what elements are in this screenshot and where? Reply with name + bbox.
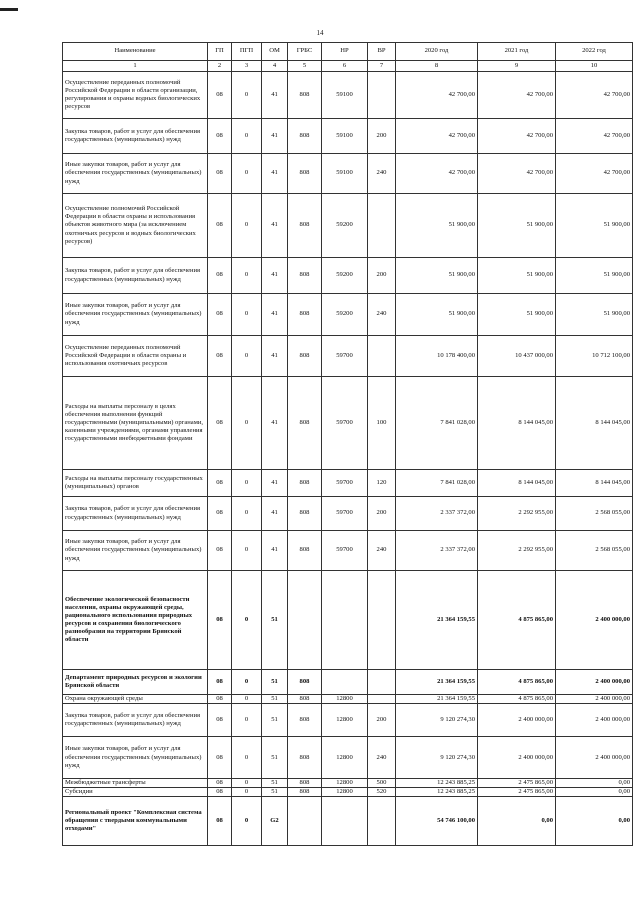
table-row: [63, 571, 633, 670]
cell-name: Межбюджетные трансферты: [63, 779, 208, 788]
cell-pgp: 0: [232, 788, 262, 797]
cell-2022: 2 400 000,00: [556, 737, 633, 779]
cell-name: Субсидии: [63, 788, 208, 797]
cell-pgp: 0: [232, 779, 262, 788]
cell-vr: 240: [368, 531, 396, 571]
col-number: 8: [396, 61, 478, 72]
cell-pgp: 0: [232, 336, 262, 377]
cell-gp: 08: [208, 119, 232, 154]
cell-name: Закупка товаров, работ и услуг для обеспечения государственных (муниципальных) нужд: [63, 119, 208, 154]
cell-2020: 9 120 274,30: [396, 737, 478, 779]
cell-name: Осуществление переданных полномочий Российской Федерации в области охраны и использования охотничьих ресурсов: [63, 336, 208, 377]
cell-name: Иные закупки товаров, работ и услуг для обеспечения государственных (муниципальных) нужд: [63, 154, 208, 194]
cell-2022: 8 144 045,00: [556, 377, 633, 470]
col-header-gp: ГП: [208, 43, 232, 61]
cell-2022: 51 900,00: [556, 294, 633, 336]
table-row: [63, 779, 633, 788]
col-number: 7: [368, 61, 396, 72]
col-header-om: ОМ: [262, 43, 288, 61]
cell-nr: 59200: [322, 194, 368, 258]
cell-gp: 08: [208, 695, 232, 704]
cell-2021: 8 144 045,00: [478, 377, 556, 470]
table-row: [63, 72, 633, 119]
cell-nr: 12800: [322, 737, 368, 779]
cell-nr: [322, 670, 368, 695]
cell-pgp: 0: [232, 119, 262, 154]
cell-2021: 10 437 000,00: [478, 336, 556, 377]
cell-2022: 0,00: [556, 779, 633, 788]
cell-vr: 100: [368, 377, 396, 470]
cell-vr: [368, 72, 396, 119]
cell-om: 51: [262, 571, 288, 670]
cell-nr: [322, 571, 368, 670]
cell-2022: 8 144 045,00: [556, 470, 633, 497]
cell-2022: 2 568 055,00: [556, 531, 633, 571]
cell-pgp: 0: [232, 470, 262, 497]
cell-gp: 08: [208, 72, 232, 119]
cell-pgp: 0: [232, 377, 262, 470]
cell-gp: 08: [208, 788, 232, 797]
table-row: [63, 695, 633, 704]
cell-2021: 51 900,00: [478, 194, 556, 258]
cell-nr: 59700: [322, 497, 368, 531]
cell-2021: 2 400 000,00: [478, 737, 556, 779]
cell-name: Обеспечение экологической безопасности населения, охраны окружающей среды, рационального использования природных ресурсов и сохранения биологического разнообразия на территории Брянской области: [63, 571, 208, 670]
table-row: [63, 294, 633, 336]
cell-om: 41: [262, 470, 288, 497]
table-row: [63, 788, 633, 797]
cell-pgp: 0: [232, 72, 262, 119]
cell-grbs: 808: [288, 704, 322, 737]
cell-gp: 08: [208, 670, 232, 695]
cell-name: Иные закупки товаров, работ и услуг для обеспечения государственных (муниципальных) нужд: [63, 294, 208, 336]
cell-2022: 2 568 055,00: [556, 497, 633, 531]
cell-grbs: 808: [288, 377, 322, 470]
cell-2022: 2 400 000,00: [556, 571, 633, 670]
cell-pgp: 0: [232, 194, 262, 258]
cell-vr: 240: [368, 294, 396, 336]
cell-name: Закупка товаров, работ и услуг для обеспечения государственных (муниципальных) нужд: [63, 704, 208, 737]
cell-nr: 59200: [322, 294, 368, 336]
cell-2020: 12 243 885,25: [396, 779, 478, 788]
cell-grbs: [288, 797, 322, 846]
cell-pgp: 0: [232, 670, 262, 695]
cell-vr: 240: [368, 737, 396, 779]
cell-grbs: 808: [288, 737, 322, 779]
cell-pgp: 0: [232, 571, 262, 670]
cell-2021: 42 700,00: [478, 119, 556, 154]
col-number: 3: [232, 61, 262, 72]
cell-grbs: 808: [288, 154, 322, 194]
cell-2020: 7 841 028,00: [396, 470, 478, 497]
col-header-pgp: ПГП: [232, 43, 262, 61]
cell-2020: 42 700,00: [396, 119, 478, 154]
cell-grbs: 808: [288, 119, 322, 154]
cell-pgp: 0: [232, 797, 262, 846]
cell-name: Иные закупки товаров, работ и услуг для обеспечения государственных (муниципальных) нужд: [63, 737, 208, 779]
cell-2021: 51 900,00: [478, 294, 556, 336]
cell-grbs: 808: [288, 531, 322, 571]
cell-gp: 08: [208, 377, 232, 470]
cell-pgp: 0: [232, 294, 262, 336]
col-number: 2: [208, 61, 232, 72]
cell-gp: 08: [208, 294, 232, 336]
cell-name: Расходы на выплаты персоналу государственных (муниципальных) органов: [63, 470, 208, 497]
cell-2020: 21 364 159,55: [396, 670, 478, 695]
cell-grbs: 808: [288, 497, 322, 531]
cell-nr: 12800: [322, 788, 368, 797]
cell-nr: 59700: [322, 377, 368, 470]
cell-grbs: 808: [288, 294, 322, 336]
cell-nr: 59700: [322, 531, 368, 571]
cell-om: 41: [262, 294, 288, 336]
cell-2020: 10 178 400,00: [396, 336, 478, 377]
cell-gp: 08: [208, 336, 232, 377]
cell-pgp: 0: [232, 695, 262, 704]
cell-pgp: 0: [232, 737, 262, 779]
cell-2020: 21 364 159,55: [396, 695, 478, 704]
cell-vr: 520: [368, 788, 396, 797]
cell-grbs: 808: [288, 258, 322, 294]
col-header-name: Наименование: [63, 43, 208, 61]
cell-grbs: [288, 571, 322, 670]
cell-2020: 42 700,00: [396, 72, 478, 119]
cell-2021: 2 292 955,00: [478, 531, 556, 571]
cell-gp: 08: [208, 194, 232, 258]
cell-gp: 08: [208, 154, 232, 194]
cell-name: Департамент природных ресурсов и экологии Брянской области: [63, 670, 208, 695]
cell-om: 41: [262, 72, 288, 119]
table-row: [63, 336, 633, 377]
table-row: [63, 377, 633, 470]
cell-om: 51: [262, 695, 288, 704]
cell-name: Охрана окружающей среды: [63, 695, 208, 704]
cell-gp: 08: [208, 797, 232, 846]
cell-om: 41: [262, 497, 288, 531]
cell-vr: [368, 797, 396, 846]
table-body: [63, 72, 633, 846]
cell-2020: 51 900,00: [396, 258, 478, 294]
cell-2022: 2 400 000,00: [556, 704, 633, 737]
col-number: 9: [478, 61, 556, 72]
cell-grbs: 808: [288, 336, 322, 377]
cell-grbs: 808: [288, 788, 322, 797]
table-row: [63, 497, 633, 531]
cell-nr: 59200: [322, 258, 368, 294]
col-header-2020: 2020 год: [396, 43, 478, 61]
cell-om: 41: [262, 119, 288, 154]
cell-2020: 51 900,00: [396, 194, 478, 258]
cell-gp: 08: [208, 704, 232, 737]
cell-2022: 0,00: [556, 788, 633, 797]
table-row: [63, 154, 633, 194]
cell-grbs: 808: [288, 695, 322, 704]
cell-name: Расходы на выплаты персоналу в целях обеспечения выполнения функций государственными (муниципальными) органами, казенными учреждениями, органами управления государственными внебюджетными фондами: [63, 377, 208, 470]
cell-vr: [368, 695, 396, 704]
cell-vr: [368, 571, 396, 670]
header-row: [63, 43, 633, 61]
cell-2020: 21 364 159,55: [396, 571, 478, 670]
cell-name: Закупка товаров, работ и услуг для обеспечения государственных (муниципальных) нужд: [63, 258, 208, 294]
edge-mark: [0, 8, 18, 11]
cell-2022: 10 712 100,00: [556, 336, 633, 377]
cell-2021: 4 875 865,00: [478, 695, 556, 704]
col-number: 5: [288, 61, 322, 72]
cell-2020: 9 120 274,30: [396, 704, 478, 737]
cell-nr: 59700: [322, 336, 368, 377]
cell-vr: [368, 194, 396, 258]
cell-2020: 7 841 028,00: [396, 377, 478, 470]
cell-2021: 2 475 865,00: [478, 788, 556, 797]
cell-grbs: 808: [288, 470, 322, 497]
cell-vr: 240: [368, 154, 396, 194]
cell-pgp: 0: [232, 531, 262, 571]
cell-2021: 2 292 955,00: [478, 497, 556, 531]
cell-2021: 4 875 865,00: [478, 571, 556, 670]
col-number: 1: [63, 61, 208, 72]
cell-nr: 12800: [322, 779, 368, 788]
cell-2021: 2 475 865,00: [478, 779, 556, 788]
cell-name: Осуществление переданных полномочий Российской Федерации в области организации, регулирования и охраны водных биологических ресурсов: [63, 72, 208, 119]
cell-2022: 51 900,00: [556, 258, 633, 294]
cell-nr: [322, 797, 368, 846]
cell-om: G2: [262, 797, 288, 846]
cell-2020: 51 900,00: [396, 294, 478, 336]
cell-vr: 200: [368, 497, 396, 531]
cell-2021: 2 400 000,00: [478, 704, 556, 737]
cell-2021: 42 700,00: [478, 154, 556, 194]
cell-2021: 42 700,00: [478, 72, 556, 119]
cell-om: 41: [262, 377, 288, 470]
cell-gp: 08: [208, 571, 232, 670]
cell-nr: 59100: [322, 154, 368, 194]
cell-gp: 08: [208, 470, 232, 497]
cell-vr: 200: [368, 704, 396, 737]
cell-om: 51: [262, 788, 288, 797]
cell-nr: 12800: [322, 704, 368, 737]
cell-2022: 42 700,00: [556, 72, 633, 119]
cell-name: Региональный проект "Комплексная система обращения с твердыми коммунальными отходами": [63, 797, 208, 846]
cell-2020: 42 700,00: [396, 154, 478, 194]
table-row: [63, 797, 633, 846]
cell-name: Осуществление полномочий Российской Федерации в области охраны и использования объектов животного мира (за исключением охотничьих ресурсов и водных биологических ресурсов): [63, 194, 208, 258]
cell-name: Иные закупки товаров, работ и услуг для обеспечения государственных (муниципальных) нужд: [63, 531, 208, 571]
cell-om: 51: [262, 670, 288, 695]
table-row: [63, 531, 633, 571]
table-row: [63, 119, 633, 154]
cell-om: 51: [262, 704, 288, 737]
cell-2022: 0,00: [556, 797, 633, 846]
cell-pgp: 0: [232, 497, 262, 531]
cell-vr: 200: [368, 119, 396, 154]
cell-2022: 2 400 000,00: [556, 695, 633, 704]
cell-grbs: 808: [288, 194, 322, 258]
col-number: 6: [322, 61, 368, 72]
cell-gp: 08: [208, 497, 232, 531]
cell-2022: 51 900,00: [556, 194, 633, 258]
cell-gp: 08: [208, 258, 232, 294]
cell-om: 51: [262, 737, 288, 779]
table-row: [63, 258, 633, 294]
cell-om: 41: [262, 531, 288, 571]
cell-gp: 08: [208, 779, 232, 788]
cell-2021: 8 144 045,00: [478, 470, 556, 497]
table-row: [63, 470, 633, 497]
cell-nr: 59100: [322, 72, 368, 119]
col-number: 10: [556, 61, 633, 72]
col-header-2021: 2021 год: [478, 43, 556, 61]
budget-table: [62, 42, 633, 846]
cell-2021: 0,00: [478, 797, 556, 846]
cell-name: Закупка товаров, работ и услуг для обеспечения государственных (муниципальных) нужд: [63, 497, 208, 531]
cell-om: 41: [262, 336, 288, 377]
cell-om: 51: [262, 779, 288, 788]
cell-2021: 4 875 865,00: [478, 670, 556, 695]
cell-pgp: 0: [232, 154, 262, 194]
table-row: [63, 194, 633, 258]
col-number: 4: [262, 61, 288, 72]
cell-grbs: 808: [288, 670, 322, 695]
table-row: [63, 670, 633, 695]
cell-2020: 54 746 100,00: [396, 797, 478, 846]
cell-pgp: 0: [232, 704, 262, 737]
col-header-vr: ВР: [368, 43, 396, 61]
cell-2022: 42 700,00: [556, 119, 633, 154]
col-header-2022: 2022 год: [556, 43, 633, 61]
page-number: 14: [316, 29, 324, 37]
cell-om: 41: [262, 194, 288, 258]
cell-2022: 42 700,00: [556, 154, 633, 194]
cell-gp: 08: [208, 737, 232, 779]
cell-2022: 2 400 000,00: [556, 670, 633, 695]
cell-2020: 2 337 372,00: [396, 531, 478, 571]
cell-grbs: 808: [288, 779, 322, 788]
cell-vr: 200: [368, 258, 396, 294]
table-row: [63, 737, 633, 779]
cell-om: 41: [262, 258, 288, 294]
cell-nr: 59100: [322, 119, 368, 154]
cell-2020: 12 243 885,25: [396, 788, 478, 797]
cell-om: 41: [262, 154, 288, 194]
col-header-grbs: ГРБС: [288, 43, 322, 61]
cell-nr: 59700: [322, 470, 368, 497]
cell-nr: 12800: [322, 695, 368, 704]
cell-vr: [368, 670, 396, 695]
cell-2020: 2 337 372,00: [396, 497, 478, 531]
column-number-row: [63, 61, 633, 72]
cell-pgp: 0: [232, 258, 262, 294]
table-row: [63, 704, 633, 737]
cell-vr: [368, 336, 396, 377]
cell-vr: 500: [368, 779, 396, 788]
cell-gp: 08: [208, 531, 232, 571]
cell-2021: 51 900,00: [478, 258, 556, 294]
cell-grbs: 808: [288, 72, 322, 119]
col-header-nr: НР: [322, 43, 368, 61]
cell-vr: 120: [368, 470, 396, 497]
